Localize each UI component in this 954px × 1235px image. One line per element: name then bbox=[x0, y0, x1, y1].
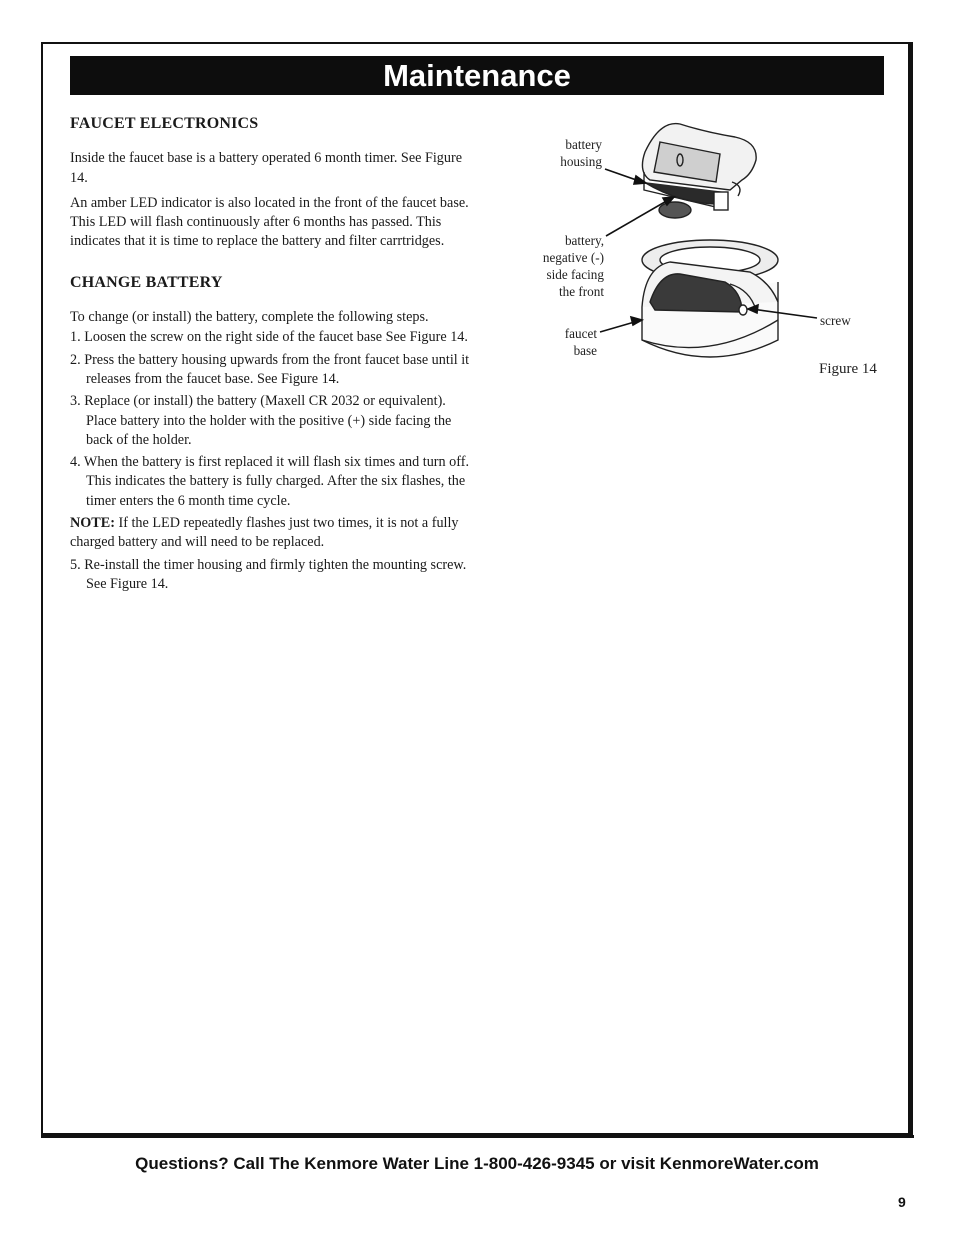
frame-shadow bbox=[910, 42, 913, 1138]
list-item: 1. Loosen the screw on the right side of the faucet base See Figure 14. bbox=[70, 329, 468, 346]
section-heading-change-battery: CHANGE BATTERY bbox=[70, 273, 223, 291]
paragraph: To change (or install) the battery, complete the following steps. bbox=[70, 309, 429, 326]
paragraph: Inside the faucet base is a battery operated 6 month timer. See Figure 14. bbox=[70, 150, 462, 186]
note-text: If the LED repeatedly flashes just two times, it is not a fully charged battery and will need to be replaced. bbox=[70, 515, 459, 551]
list-item: 3. Replace (or install) the battery (Maxell CR 2032 or equivalent). Place battery into the holder with the positive (+) side facing the back of the holder. bbox=[70, 393, 452, 448]
label-battery: battery, negative (-) side facing the front bbox=[542, 233, 604, 299]
page-title: Maintenance bbox=[70, 56, 884, 95]
faucet-base-drawing bbox=[642, 240, 778, 357]
battery-housing-drawing bbox=[642, 124, 756, 218]
label-screw: screw bbox=[820, 313, 851, 328]
list-item: 4. When the battery is first replaced it will flash six times and turn off. This indicates the battery is fully charged. After the six flashes, the timer enters the 6 month time cycle. bbox=[70, 454, 469, 509]
list-item: 5. Re-install the timer housing and firmly tighten the mounting screw. See Figure 14. bbox=[70, 556, 467, 592]
frame-shadow bbox=[41, 1135, 914, 1138]
footer-contact: Questions? Call The Kenmore Water Line 1-800-426-9345 or visit KenmoreWater.com bbox=[135, 1154, 819, 1173]
text-column bbox=[70, 114, 470, 597]
steps-list bbox=[70, 328, 470, 511]
figure-caption: Figure 14 bbox=[819, 361, 877, 377]
figure-14 bbox=[520, 112, 890, 392]
note bbox=[70, 514, 470, 553]
section-heading-faucet-electronics: FAUCET ELECTRONICS bbox=[70, 115, 259, 132]
paragraph: An amber LED indicator is also located in the front of the faucet base. This LED will flash continuously after 6 months has passed. This indicates that it is time to replace the battery and filter carrtridges. bbox=[70, 194, 469, 250]
steps-list bbox=[70, 556, 470, 595]
list-item: 2. Press the battery housing upwards from the front faucet base until it releases from the faucet base. See Figure 14. bbox=[70, 351, 470, 387]
note-label: NOTE: bbox=[70, 515, 115, 532]
label-faucet-base: faucet base bbox=[564, 326, 597, 358]
page-number: 9 bbox=[898, 1194, 906, 1210]
label-battery-housing: battery housing bbox=[560, 137, 602, 169]
